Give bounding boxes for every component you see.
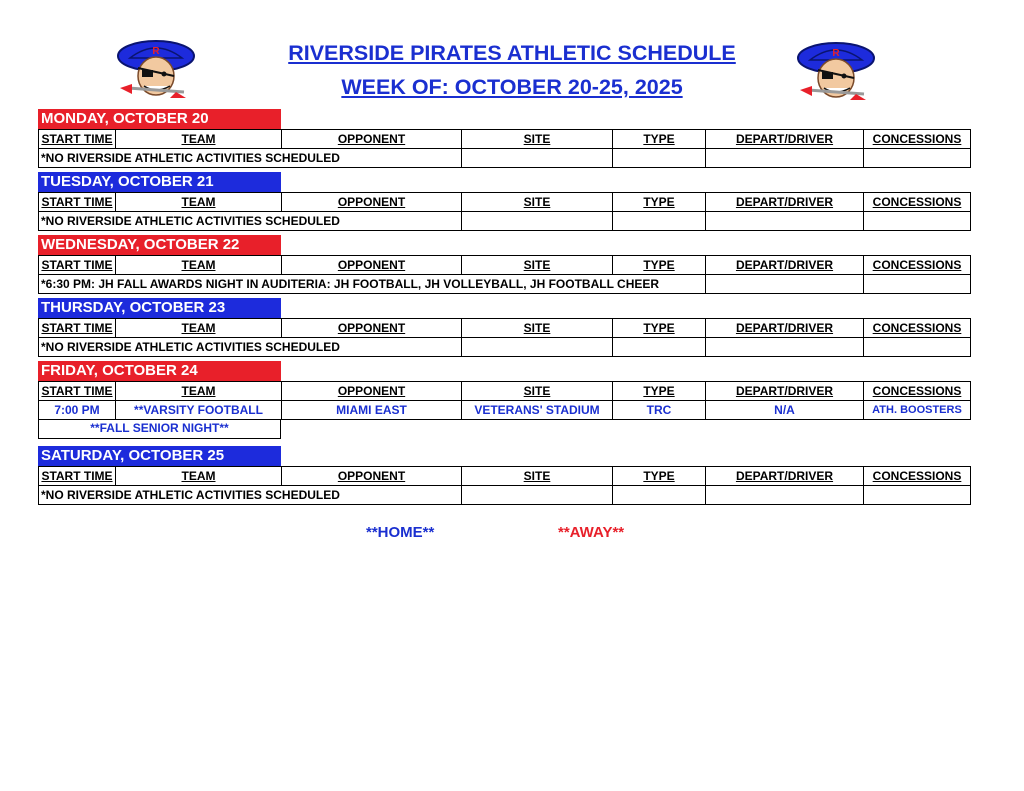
col-concessions: CONCESSIONS [864,193,971,212]
senior-night-note: **FALL SENIOR NIGHT** [38,420,281,439]
svg-text:R: R [832,48,840,59]
col-site: SITE [462,130,613,149]
empty-cell [864,212,971,231]
pirate-logo-left [114,32,198,102]
header-row [39,256,971,275]
event-type: TRC [613,401,706,420]
col-start-time: START TIME [39,193,116,212]
empty-cell [462,486,613,505]
col-concessions: CONCESSIONS [864,256,971,275]
day-banner: MONDAY, OCTOBER 20 [38,109,281,129]
col-type: TYPE [613,130,706,149]
col-site: SITE [462,256,613,275]
col-team: TEAM [116,382,282,401]
col-team: TEAM [116,193,282,212]
col-type: TYPE [613,319,706,338]
empty-cell [864,338,971,357]
header-row [39,193,971,212]
header-row [39,130,971,149]
svg-text:R: R [152,46,160,57]
schedule-table [38,318,971,357]
empty-cell [864,486,971,505]
col-site: SITE [462,193,613,212]
empty-cell [462,212,613,231]
schedule-table [38,129,971,168]
col-depart-driver: DEPART/DRIVER [706,130,864,149]
schedule-table [38,192,971,231]
day-note: *NO RIVERSIDE ATHLETIC ACTIVITIES SCHEDULED [39,149,462,168]
col-depart-driver: DEPART/DRIVER [706,256,864,275]
col-type: TYPE [613,382,706,401]
col-team: TEAM [116,319,282,338]
empty-cell [462,338,613,357]
col-team: TEAM [116,130,282,149]
table-row [39,212,971,231]
col-team: TEAM [116,467,282,486]
day-block-monday [38,109,970,168]
col-type: TYPE [613,467,706,486]
empty-cell [706,149,864,168]
col-start-time: START TIME [39,467,116,486]
col-team: TEAM [116,256,282,275]
table-row [39,149,971,168]
col-start-time: START TIME [39,382,116,401]
header-row [39,382,971,401]
empty-cell [462,149,613,168]
col-opponent: OPPONENT [282,130,462,149]
col-start-time: START TIME [39,130,116,149]
day-block-thursday [38,298,970,357]
day-block-friday [38,361,970,439]
event-depart-driver: N/A [706,401,864,420]
day-banner: WEDNESDAY, OCTOBER 22 [38,235,281,255]
day-note: *NO RIVERSIDE ATHLETIC ACTIVITIES SCHEDULED [39,212,462,231]
col-depart-driver: DEPART/DRIVER [706,193,864,212]
col-concessions: CONCESSIONS [864,130,971,149]
event-row [39,401,971,420]
col-type: TYPE [613,193,706,212]
empty-cell [613,149,706,168]
col-site: SITE [462,382,613,401]
day-banner: THURSDAY, OCTOBER 23 [38,298,281,318]
empty-cell [706,486,864,505]
col-concessions: CONCESSIONS [864,467,971,486]
col-start-time: START TIME [39,319,116,338]
legend-home: **HOME** [366,524,435,541]
empty-cell [613,338,706,357]
week-subtitle: WEEK OF: OCTOBER 20-25, 2025 [341,75,683,99]
schedule-table [38,255,971,294]
col-opponent: OPPONENT [282,193,462,212]
header-row [39,467,971,486]
event-site: VETERANS' STADIUM [462,401,613,420]
table-row [39,275,971,294]
empty-cell [613,212,706,231]
schedule-table [38,381,971,420]
day-block-tuesday [38,172,970,231]
col-site: SITE [462,319,613,338]
event-team: **VARSITY FOOTBALL [116,401,282,420]
table-row [39,338,971,357]
day-block-saturday [38,446,970,505]
col-opponent: OPPONENT [282,319,462,338]
event-start-time: 7:00 PM [39,401,116,420]
day-note: *6:30 PM: JH FALL AWARDS NIGHT IN AUDITERIA: JH FOOTBALL, JH VOLLEYBALL, JH FOOTBALL CHEER [39,275,706,294]
empty-cell [864,275,971,294]
day-banner: SATURDAY, OCTOBER 25 [38,446,281,466]
day-note: *NO RIVERSIDE ATHLETIC ACTIVITIES SCHEDULED [39,338,462,357]
empty-cell [864,149,971,168]
col-concessions: CONCESSIONS [864,382,971,401]
col-opponent: OPPONENT [282,467,462,486]
event-opponent: MIAMI EAST [282,401,462,420]
day-note: *NO RIVERSIDE ATHLETIC ACTIVITIES SCHEDULED [39,486,462,505]
empty-cell [613,486,706,505]
col-concessions: CONCESSIONS [864,319,971,338]
event-concessions: ATH. BOOSTERS [864,401,971,420]
legend-away: **AWAY** [558,524,625,541]
empty-cell [706,338,864,357]
col-depart-driver: DEPART/DRIVER [706,319,864,338]
col-site: SITE [462,467,613,486]
empty-cell [706,275,864,294]
schedule-table [38,466,971,505]
col-opponent: OPPONENT [282,256,462,275]
col-start-time: START TIME [39,256,116,275]
day-block-wednesday [38,235,970,294]
day-banner: FRIDAY, OCTOBER 24 [38,361,281,381]
empty-cell [706,212,864,231]
col-type: TYPE [613,256,706,275]
header-row [39,319,971,338]
day-banner: TUESDAY, OCTOBER 21 [38,172,281,192]
pirate-logo-right [794,34,878,104]
col-depart-driver: DEPART/DRIVER [706,467,864,486]
table-row [39,486,971,505]
col-opponent: OPPONENT [282,382,462,401]
schedule-title: RIVERSIDE PIRATES ATHLETIC SCHEDULE [288,41,736,65]
col-depart-driver: DEPART/DRIVER [706,382,864,401]
